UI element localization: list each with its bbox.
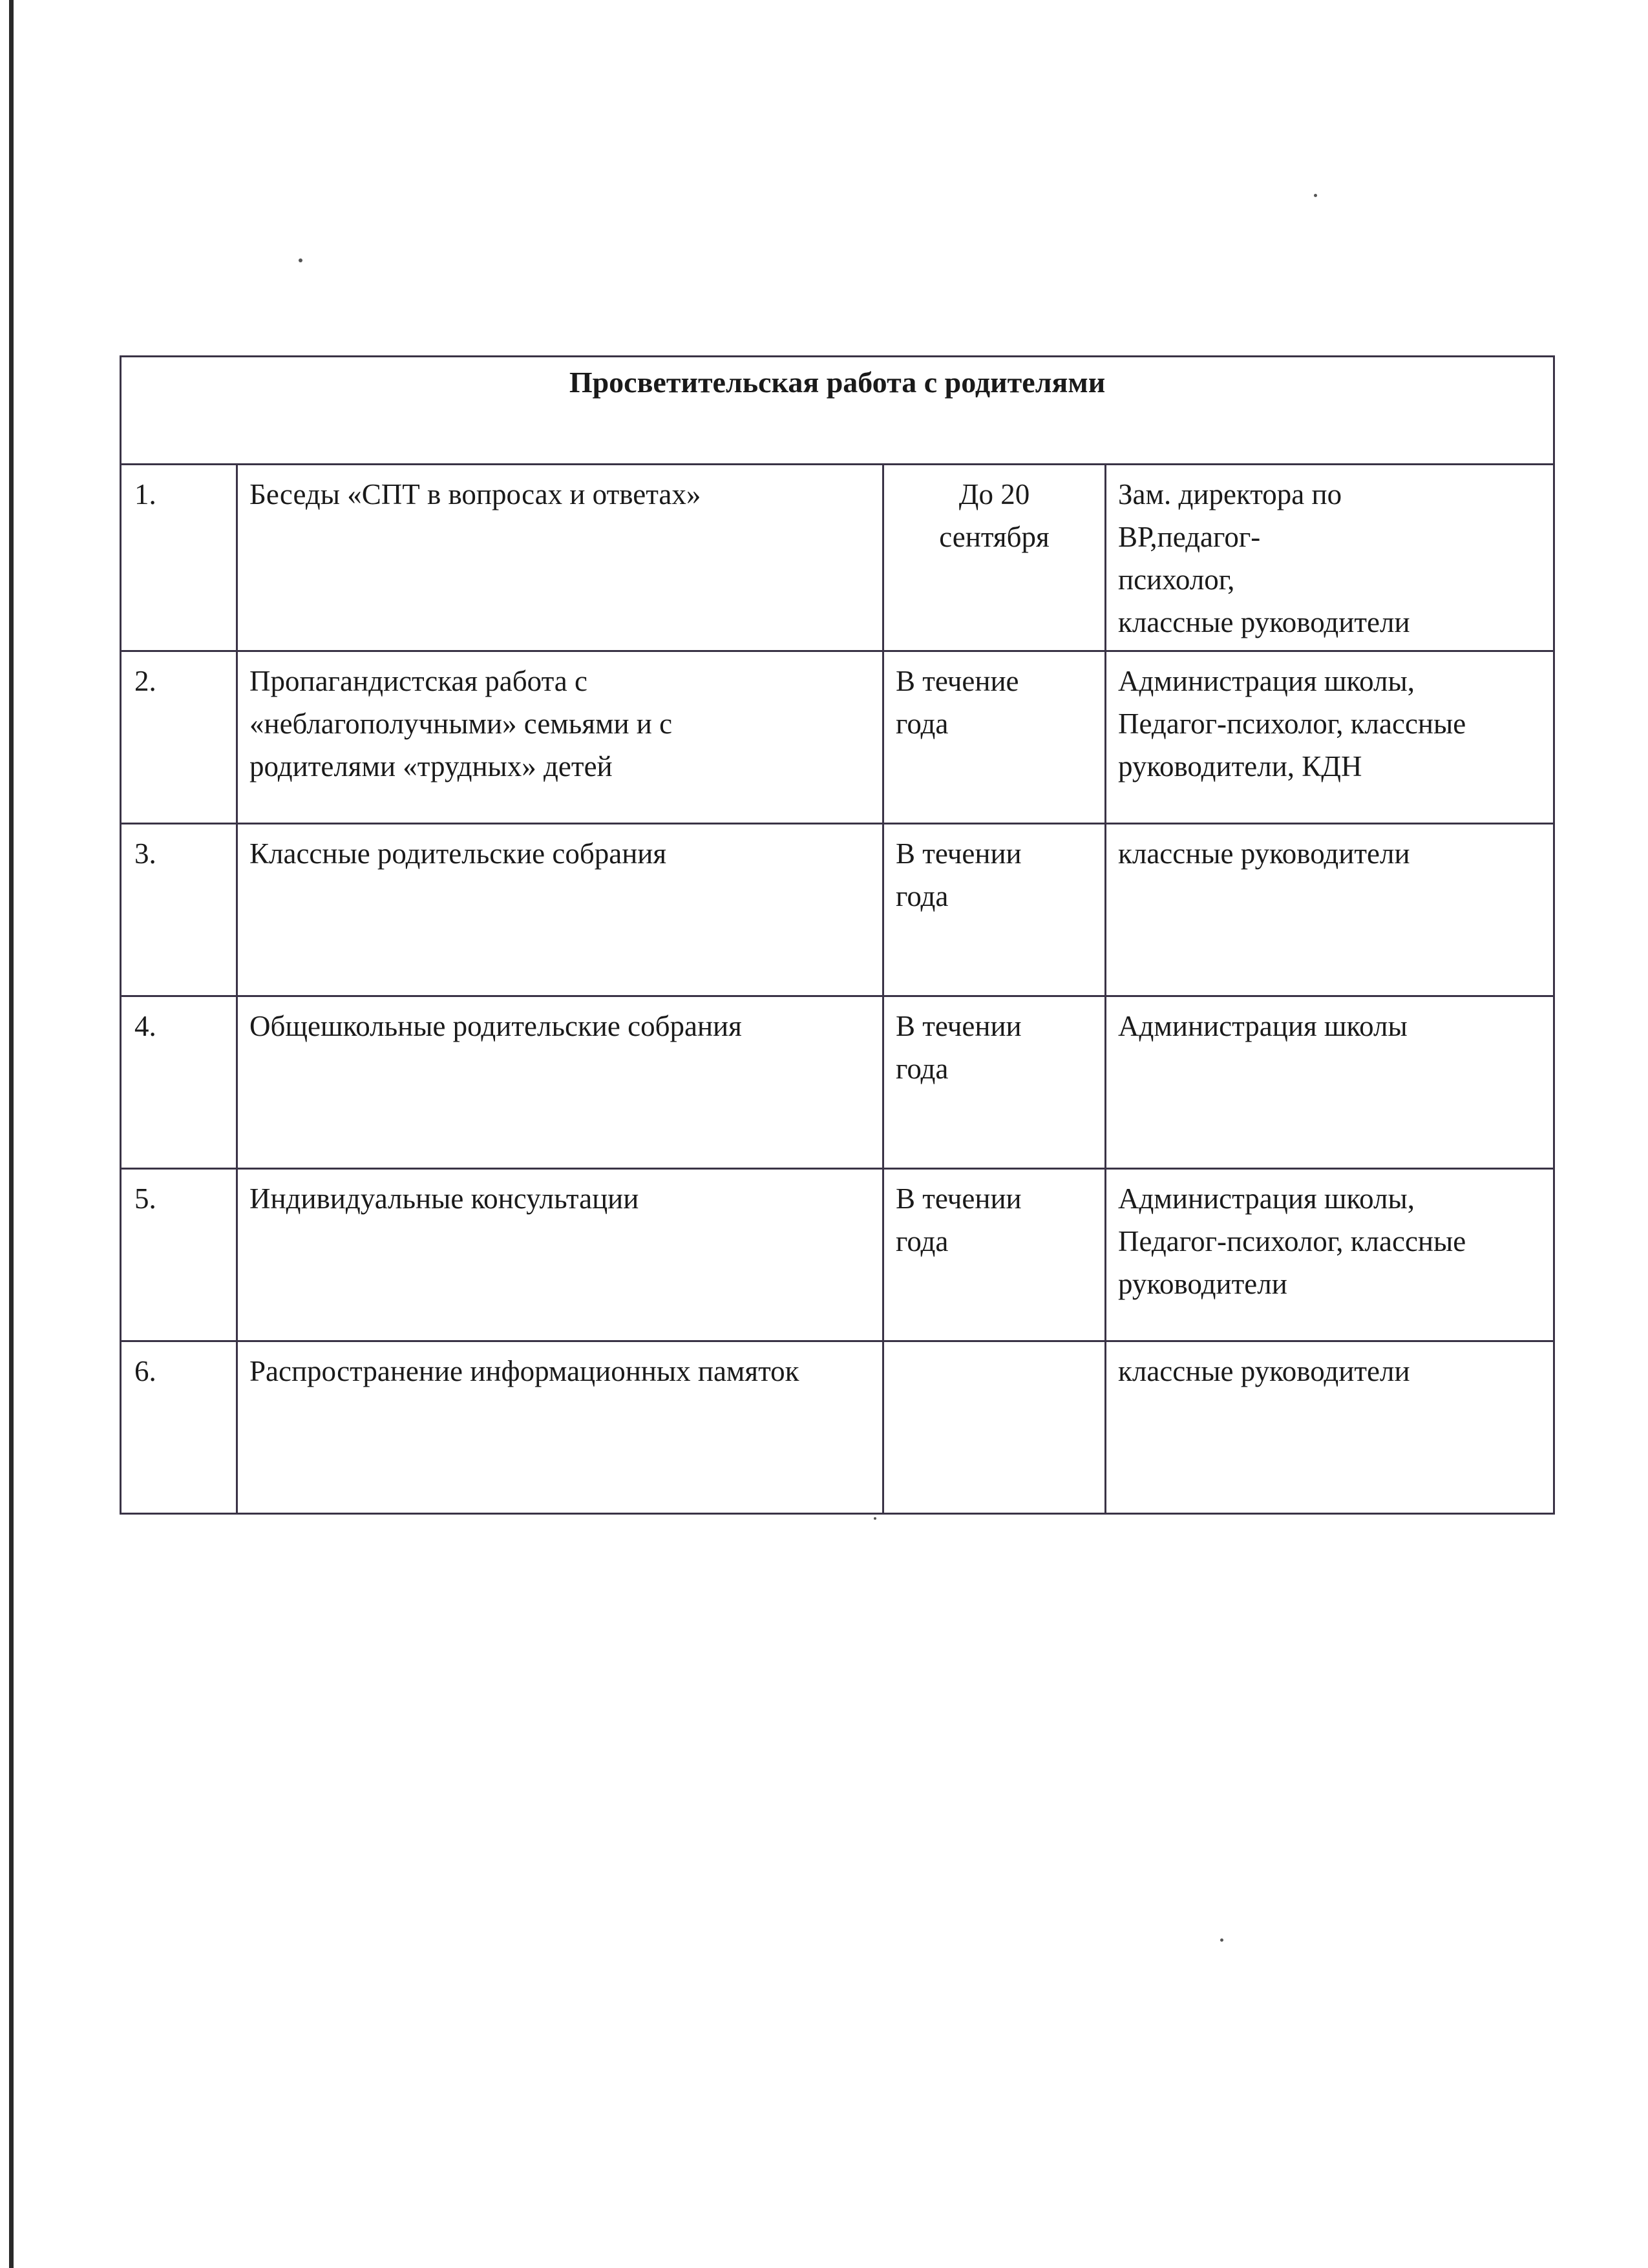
deadline-cell	[883, 1341, 1106, 1514]
table-row	[121, 1169, 1554, 1341]
activity-cell: Индивидуальные консультации	[237, 1169, 883, 1341]
row-number: 3.	[121, 824, 237, 996]
responsible-cell: Администрация школы, Педагог-психолог, классные руководители	[1106, 1169, 1554, 1341]
row-number: 1.	[121, 465, 237, 651]
row-number: 6.	[121, 1341, 237, 1514]
table-row	[121, 996, 1554, 1169]
scan-edge	[9, 0, 14, 2268]
table-row	[121, 651, 1554, 824]
row-number: 4.	[121, 996, 237, 1169]
row-number: 2.	[121, 651, 237, 824]
table-title-row	[121, 357, 1554, 465]
table-row	[121, 824, 1554, 996]
activity-cell: Беседы «СПТ в вопросах и ответах»	[237, 465, 883, 651]
deadline-cell: В течении года	[883, 824, 1106, 996]
scan-speck	[299, 258, 302, 262]
responsible-cell: Администрация школы	[1106, 996, 1554, 1169]
scan-speck	[1314, 194, 1317, 197]
row-number: 5.	[121, 1169, 237, 1341]
responsible-cell: классные руководители	[1106, 824, 1554, 996]
section-title: Просветительская работа с родителями	[121, 357, 1554, 465]
activity-cell: Общешкольные родительские собрания	[237, 996, 883, 1169]
responsible-cell: Администрация школы, Педагог-психолог, классные руководители, КДН	[1106, 651, 1554, 824]
parent-outreach-table	[120, 355, 1555, 1515]
activity-cell: Распространение информационных памяток	[237, 1341, 883, 1514]
deadline-cell: В течении года	[883, 996, 1106, 1169]
deadline-cell: В течении года	[883, 1169, 1106, 1341]
activity-cell: Классные родительские собрания	[237, 824, 883, 996]
deadline-cell: До 20 сентября	[883, 465, 1106, 651]
responsible-cell: Зам. директора по ВР,педагог- психолог, классные руководители	[1106, 465, 1554, 651]
responsible-cell: классные руководители	[1106, 1341, 1554, 1514]
table-row	[121, 1341, 1554, 1514]
scan-speck	[1220, 1938, 1223, 1942]
scan-speck	[874, 1517, 876, 1520]
table-row	[121, 465, 1554, 651]
deadline-cell: В течение года	[883, 651, 1106, 824]
activity-cell: Пропагандистская работа с «неблагополучными» семьями и с родителями «трудных» детей	[237, 651, 883, 824]
